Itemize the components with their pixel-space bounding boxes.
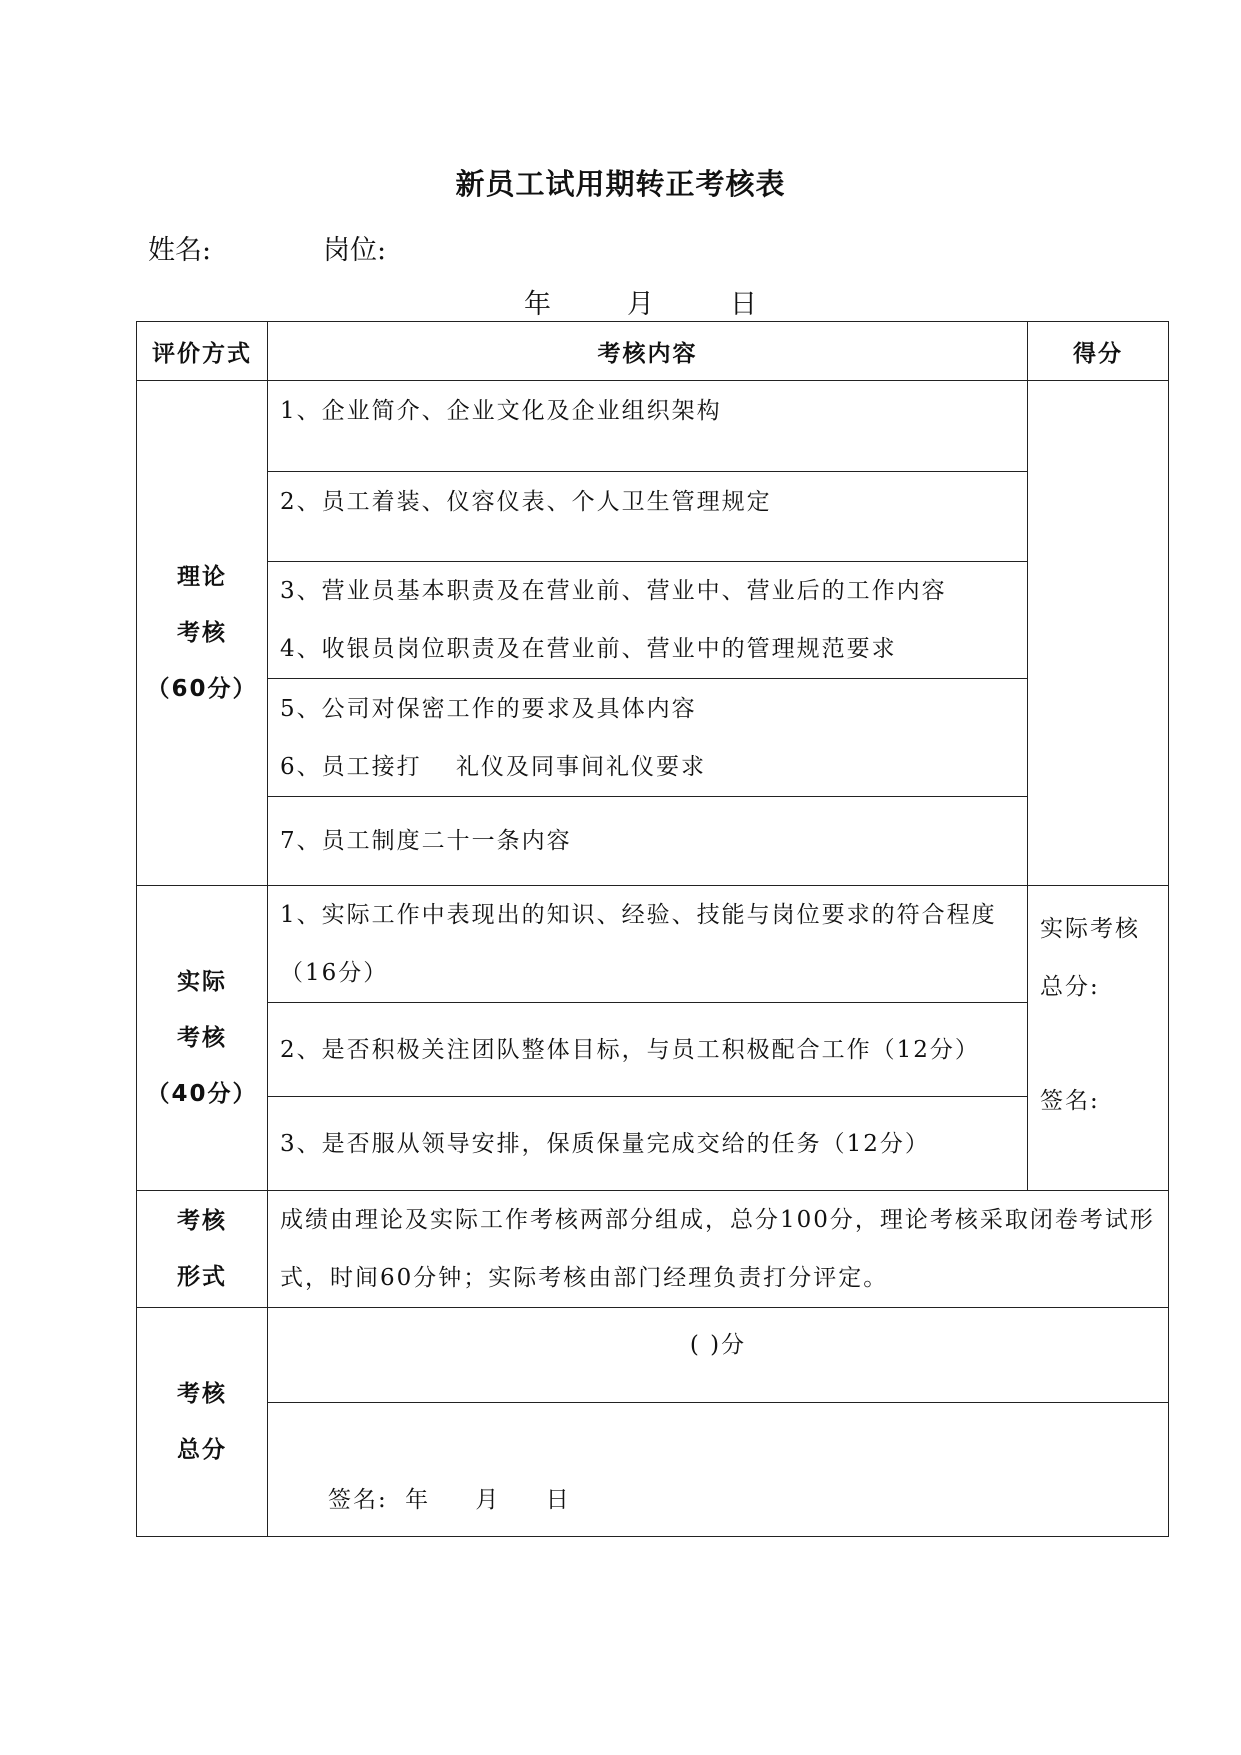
- theory-item-3-4: [268, 562, 1028, 679]
- practice-item-1-points: （16分）: [280, 960, 389, 986]
- theory-cat-line2: 考核: [177, 620, 227, 646]
- practice-cat-line2: 考核: [177, 1025, 227, 1051]
- header-score: 得分: [1028, 322, 1169, 381]
- theory-item-7-text: 7、员工制度二十一条内容: [280, 828, 572, 854]
- practice-category: [137, 886, 268, 1191]
- practice-cat-line1: 实际: [177, 969, 227, 995]
- name-label: 姓名:: [148, 235, 212, 266]
- form-description: [268, 1191, 1169, 1308]
- theory-item-4-text: 4、收银员岗位职责及在营业前、营业中的管理规范要求: [280, 636, 897, 662]
- theory-item-5-text: 5、公司对保密工作的要求及具体内容: [280, 695, 697, 722]
- theory-cat-line1: 理论: [177, 564, 227, 590]
- form-category: [137, 1191, 268, 1308]
- total-sign-month: 月: [475, 1487, 501, 1513]
- form-cat-line2: 形式: [177, 1264, 227, 1290]
- practice-cat-line3: （40分）: [146, 1081, 258, 1107]
- total-sign-year: 年: [405, 1487, 431, 1513]
- total-sign-day: 日: [545, 1487, 571, 1513]
- total-sign-cell: [268, 1403, 1169, 1537]
- theory-item-1-text: 1、企业简介、企业文化及企业组织架构: [280, 398, 722, 424]
- total-category: [137, 1308, 268, 1537]
- page-title: 新员工试用期转正考核表: [455, 167, 786, 201]
- form-text-line1: 成绩由理论及实际工作考核两部分组成，总分100分，理论考核采取闭卷考试形: [280, 1207, 1155, 1233]
- theory-item-2: [268, 472, 1028, 562]
- theory-item-1: [268, 381, 1028, 472]
- total-sign-label: 签名:: [328, 1487, 388, 1513]
- date-month: 月: [627, 289, 654, 320]
- position-label: 岗位:: [323, 235, 387, 266]
- practice-item-2-text: 2、是否积极关注团队整体目标，与员工积极配合工作（12分）: [280, 1036, 980, 1063]
- practice-item-1-text: 1、实际工作中表现出的知识、经验、技能与岗位要求的符合程度: [280, 902, 997, 928]
- theory-item-2-text: 2、员工着装、仪容仪表、个人卫生管理规定: [280, 489, 772, 515]
- form-cat-line1: 考核: [177, 1208, 227, 1234]
- practice-item-3: [268, 1097, 1028, 1191]
- assessment-table: [136, 321, 1169, 1537]
- practice-total-line2: 总分:: [1040, 974, 1100, 1000]
- practice-item-1: [268, 886, 1028, 1003]
- theory-item-6-text: 6、员工接打 礼仪及同事间礼仪要求: [280, 753, 706, 780]
- theory-category: [137, 381, 268, 886]
- theory-item-5-6: [268, 679, 1028, 797]
- total-cat-line2: 总分: [177, 1437, 227, 1463]
- practice-total-line1: 实际考核: [1040, 916, 1140, 942]
- practice-item-2: [268, 1003, 1028, 1097]
- header-content: 考核内容: [268, 322, 1028, 381]
- total-score-cell: [268, 1308, 1169, 1403]
- theory-item-3-text: 3、营业员基本职责及在营业前、营业中、营业后的工作内容: [280, 578, 947, 604]
- practice-score-cell: [1028, 886, 1169, 1191]
- date-year: 年: [524, 289, 551, 320]
- header-method: 评价方式: [137, 322, 268, 381]
- theory-item-7: [268, 797, 1028, 886]
- practice-sign-label: 签名:: [1040, 1088, 1100, 1114]
- theory-score-cell: [1028, 381, 1169, 886]
- theory-cat-line3: （60分）: [146, 676, 258, 702]
- total-score: ( )分: [689, 1332, 747, 1358]
- total-cat-line1: 考核: [177, 1381, 227, 1407]
- form-text-line2: 式，时间60分钟；实际考核由部门经理负责打分评定。: [280, 1265, 889, 1291]
- date-day: 日: [730, 289, 757, 320]
- practice-item-3-text: 3、是否服从领导安排，保质保量完成交给的任务（12分）: [280, 1130, 930, 1157]
